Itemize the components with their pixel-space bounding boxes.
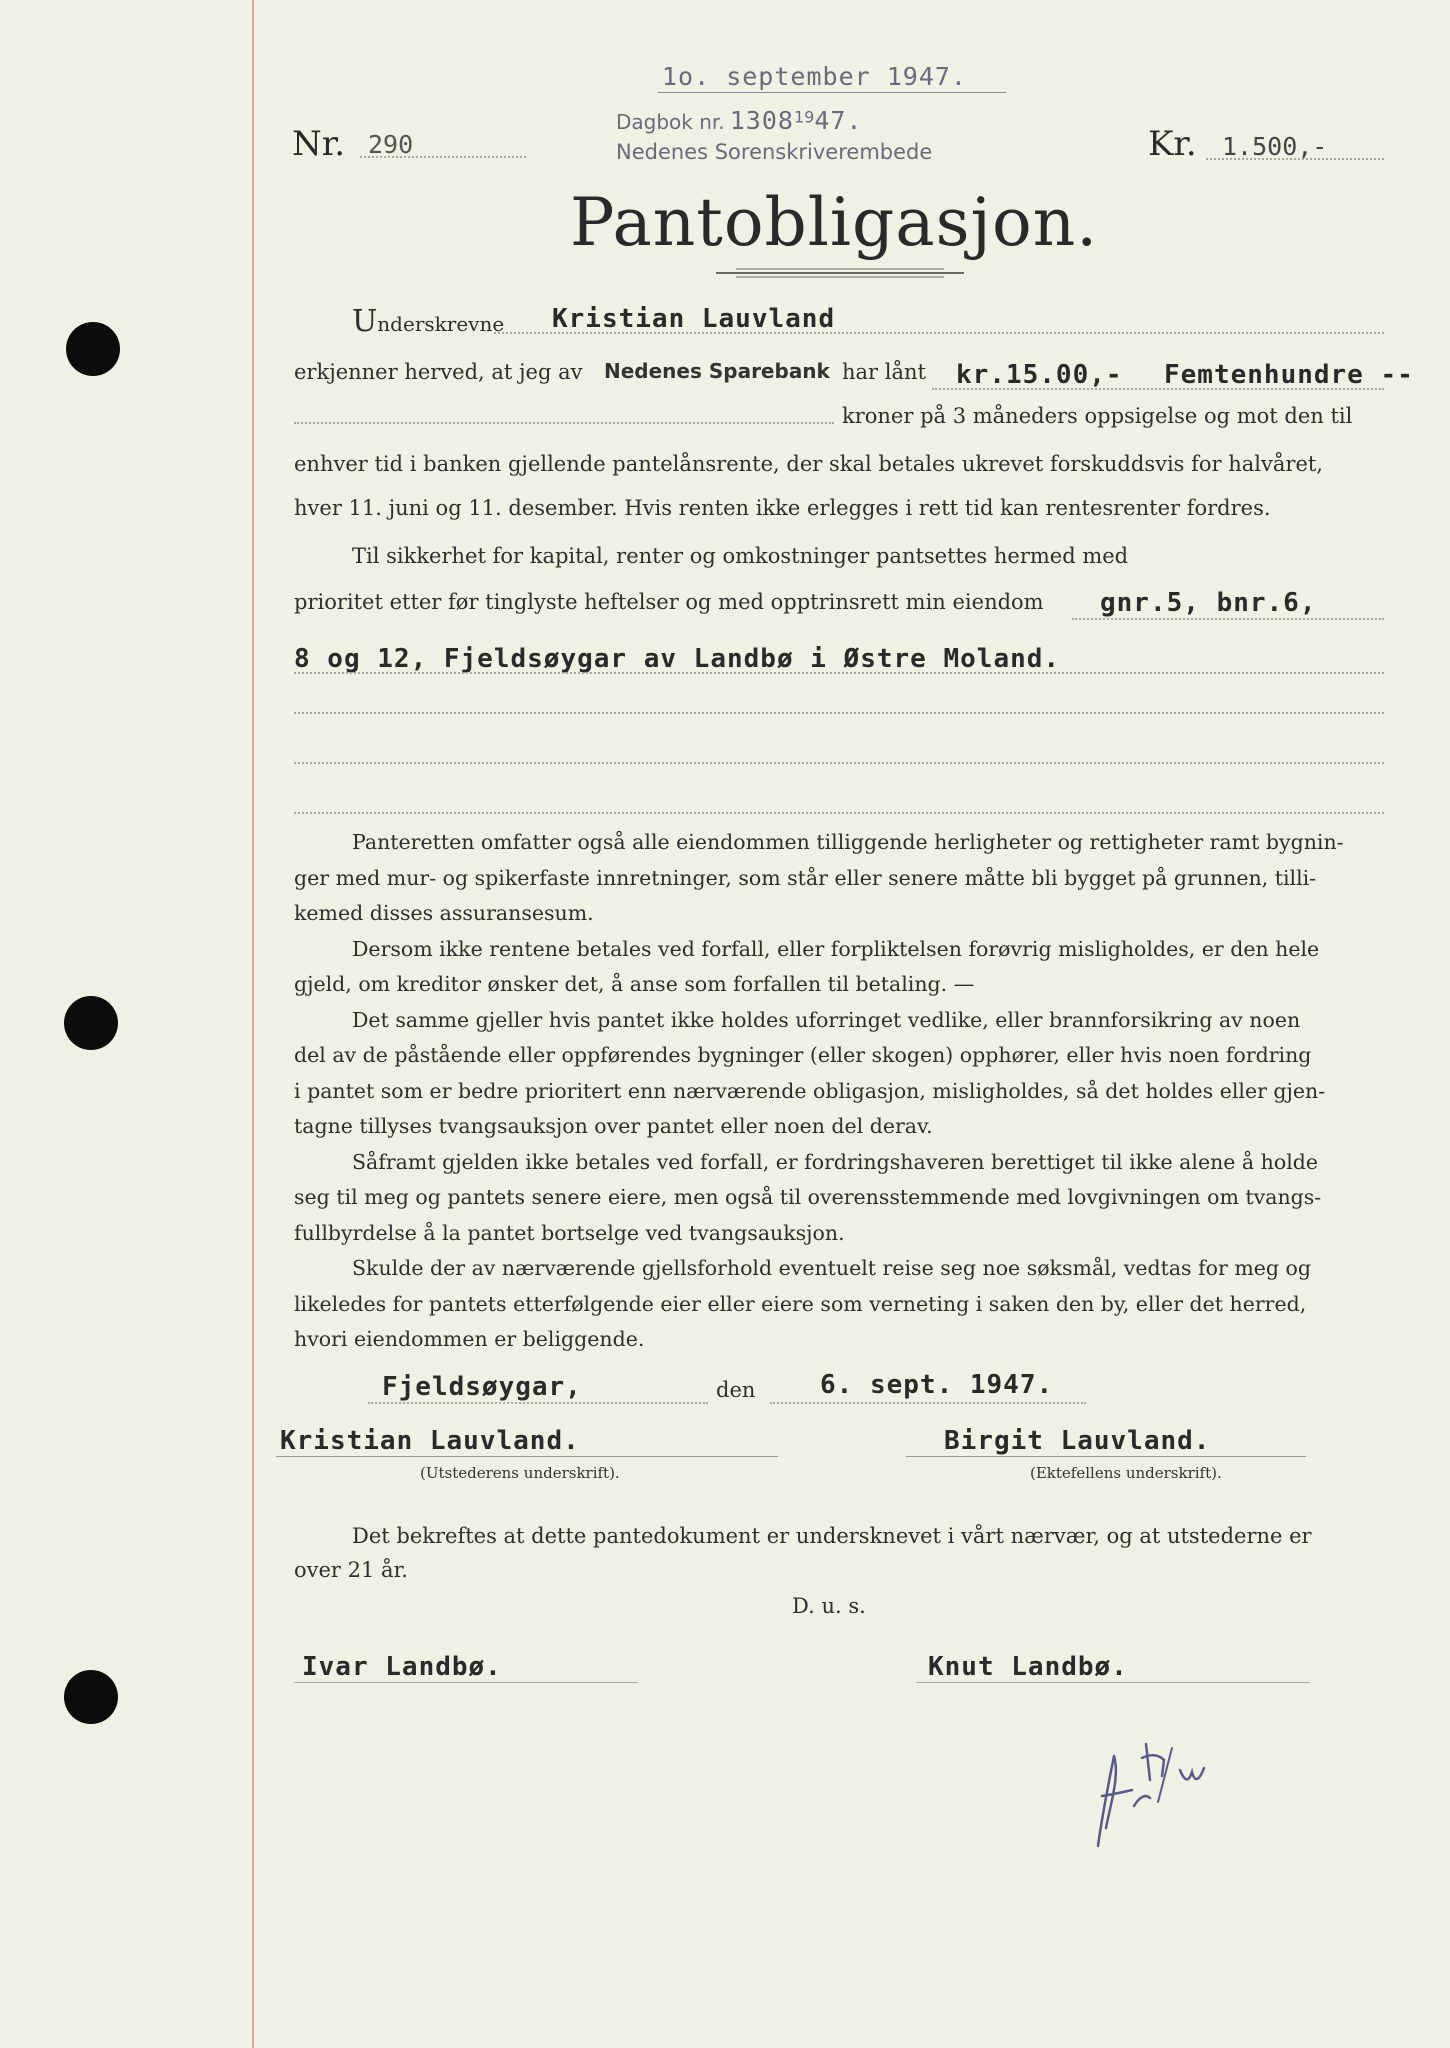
security-line2: prioritet etter før tinglyste heftelser og med opptrinsrett min eiendom bbox=[294, 590, 1044, 614]
terms-line: likeledes for pantets etterfølgende eier eller eiere som verneting i saken den by, eller det herred, bbox=[294, 1291, 1307, 1316]
terms-line: hvori eiendommen er beliggende. bbox=[294, 1327, 645, 1351]
terms-line: Panteretten omfatter også alle eiendommen tilliggende herligheter og rettigheter ramt bygnin- bbox=[352, 830, 1344, 854]
witness1-signature: Ivar Landbø. bbox=[302, 1652, 502, 1682]
amount-words-dots bbox=[294, 422, 834, 424]
dagbok-year-prefix: 19 bbox=[793, 107, 815, 127]
terms-line: kemed disses assuransesum. bbox=[294, 901, 594, 925]
terms-line: seg til meg og pantets senere eiere, men også til overensstemmende med lovgivningen om tvangs- bbox=[294, 1185, 1322, 1209]
witness1-line bbox=[294, 1682, 638, 1683]
loan-line5: hver 11. juni og 11. desember. Hvis renten ikke erlegges i rett tid kan rentesrenter fordres. bbox=[294, 496, 1271, 520]
terms-line: tagne tillyses tvangsauksjon over pantet eller noen del derav. bbox=[294, 1114, 933, 1138]
terms-line: del av de påstående eller oppførendes bygninger (eller skogen) opphører, eller hvis noen fordring bbox=[294, 1043, 1312, 1067]
blank-dots-1 bbox=[294, 712, 1384, 714]
kr-label: Kr. bbox=[1148, 124, 1197, 164]
loan-line4: enhver tid i banken gjellende pantelånsrente, der skal betales ukrevet forskuddsvis for halvåret, bbox=[294, 452, 1323, 476]
property-dots-2 bbox=[294, 672, 1384, 674]
blank-dots-3 bbox=[294, 812, 1384, 814]
title-flourish bbox=[716, 266, 964, 280]
blank-dots-2 bbox=[294, 762, 1384, 764]
nr-dots bbox=[360, 156, 526, 158]
place-dots bbox=[368, 1402, 708, 1404]
document-title: Pantobligasjon. bbox=[570, 184, 1099, 261]
dus: D. u. s. bbox=[792, 1594, 866, 1618]
loan-amount: kr.15.00,- bbox=[956, 360, 1123, 390]
terms-line: Skulde der av nærværende gjellsforhold eventuelt reise seg noe søksmål, vedtas for meg og bbox=[352, 1256, 1312, 1280]
terms-line: ger med mur- og spikerfaste innretninger, som står eller senere måtte bli bygget på grunnen, tilli- bbox=[294, 865, 1317, 890]
property-line1: gnr.5, bnr.6, bbox=[1100, 588, 1317, 618]
terms-line: fullbyrdelse å la pantet bortselge ved tvangsauksjon. bbox=[294, 1220, 845, 1245]
nr-label: Nr. bbox=[292, 124, 346, 164]
date-den: den bbox=[716, 1378, 756, 1402]
handwritten-initials bbox=[1080, 1736, 1240, 1856]
loan-amount-words: Femtenhundre -- bbox=[1164, 360, 1414, 390]
stamp-date-underline bbox=[658, 92, 1006, 93]
kr-value: 1.500,- bbox=[1222, 132, 1328, 161]
punch-hole-top bbox=[66, 322, 120, 376]
terms-line: Dersom ikke rentene betales ved forfall, eller forpliktelsen forøvrig misligholdes, er den hele bbox=[352, 936, 1320, 961]
property-dots bbox=[1072, 618, 1384, 620]
spouse-caption: (Ektefellens underskrift). bbox=[1030, 1464, 1222, 1482]
terms-line: gjeld, om kreditor ønsker det, å anse som forfallen til betaling. — bbox=[294, 972, 975, 996]
issuer-signature: Kristian Lauvland. bbox=[280, 1426, 580, 1456]
place: Fjeldsøygar, bbox=[382, 1372, 582, 1402]
punch-hole-bottom bbox=[64, 1670, 118, 1724]
date-dots bbox=[770, 1402, 1086, 1404]
signing-date: 6. sept. 1947. bbox=[820, 1370, 1054, 1400]
debtor-name: Kristian Lauvland bbox=[552, 304, 836, 334]
dagbok-label: Dagbok nr. bbox=[616, 110, 725, 134]
terms-line: Såframt gjelden ikke betales ved forfall, er fordringshaveren berettiget til ikke alene å holde bbox=[352, 1149, 1319, 1174]
bank-name: Nedenes Sparebank bbox=[604, 359, 830, 383]
confirmation-line2: over 21 år. bbox=[294, 1558, 408, 1582]
debtor-label-rest: nderskrevne bbox=[377, 312, 505, 336]
loan-text: erkjenner herved, at jeg av bbox=[294, 360, 583, 384]
witness2-line bbox=[916, 1682, 1310, 1683]
dagbok-year-suffix: 47. bbox=[814, 106, 863, 135]
punch-hole-middle bbox=[64, 996, 118, 1050]
property-line2: 8 og 12, Fjeldsøygar av Landbø i Østre Moland. bbox=[294, 644, 1061, 674]
nr-value: 290 bbox=[368, 130, 414, 159]
office-stamp: Nedenes Sorenskriverembede bbox=[616, 140, 933, 164]
confirmation-line1: Det bekreftes at dette pantedokument er undersknevet i vårt nærvær, og at utstederne er bbox=[352, 1524, 1312, 1548]
security-line1: Til sikkerhet for kapital, renter og omkostninger pantsettes hermed med bbox=[352, 544, 1129, 568]
stamp-date: 1o. september 1947. bbox=[662, 62, 967, 91]
loan-line3: kroner på 3 måneders oppsigelse og mot den til bbox=[842, 404, 1353, 428]
terms-line: i pantet som er bedre prioritert enn nærværende obligasjon, misligholdes, så det holdes eller gjen- bbox=[294, 1078, 1326, 1103]
loan-text2: har lånt bbox=[842, 360, 926, 384]
debtor-label: Underskrevne bbox=[352, 304, 505, 339]
terms-line: Det samme gjeller hvis pantet ikke holdes uforringet vedlike, eller brannforsikring av noen bbox=[352, 1007, 1301, 1032]
terms-body bbox=[294, 825, 1384, 1358]
issuer-caption: (Utstederens underskrift). bbox=[420, 1464, 620, 1482]
margin-rule bbox=[252, 0, 254, 2048]
spouse-signature-line bbox=[906, 1456, 1306, 1457]
dagbok-line bbox=[616, 106, 862, 135]
witness2-signature: Knut Landbø. bbox=[928, 1652, 1128, 1682]
spouse-signature: Birgit Lauvland. bbox=[944, 1426, 1211, 1456]
kr-dots bbox=[1206, 158, 1384, 160]
dagbok-number: 1308 bbox=[729, 106, 794, 135]
issuer-signature-line bbox=[276, 1456, 778, 1457]
